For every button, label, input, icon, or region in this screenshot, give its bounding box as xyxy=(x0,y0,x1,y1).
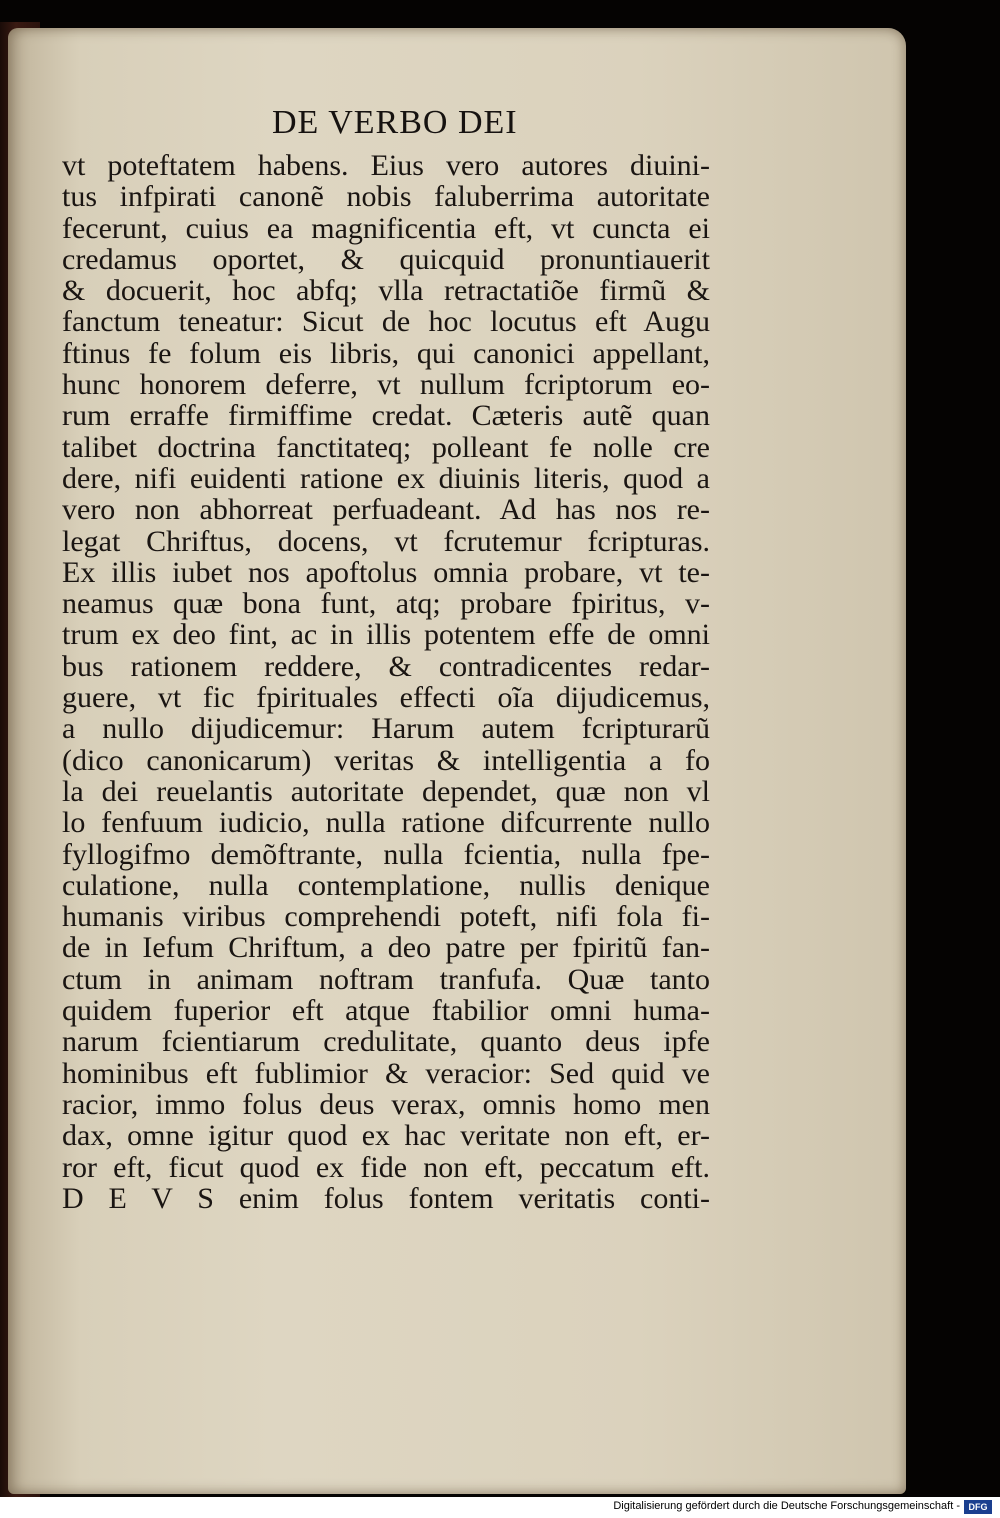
text-line: quidem fuperior eft atque ftabilior omni huma- xyxy=(62,994,710,1028)
text-line: Ex illis iubet nos apoftolus omnia probare, vt te- xyxy=(62,555,710,589)
text-line: vero non abhorreat perfuadeant. Ad has nos re- xyxy=(62,493,710,527)
text-line: (dico canonicarum) veritas & intelligentia a fo xyxy=(62,743,710,777)
text-line: guere, vt fic fpirituales effecti oĩa dijudicemus, xyxy=(62,681,710,715)
text-line: hunc honorem deferre, vt nullum fcriptorum eo- xyxy=(62,368,710,402)
text-line: ctum in animam noftram tranfufa. Quæ tanto xyxy=(62,962,710,996)
text-line: & docuerit, hoc abfq; vlla retractatiõe firmũ & xyxy=(62,274,710,308)
text-line: credamus oportet, & quicquid pronuntiauerit xyxy=(62,242,710,276)
text-line: ftinus fe folum eis libris, qui canonici appellant, xyxy=(62,336,710,370)
text-line: fyllogifmo demõftrante, nulla fcientia, nulla fpe- xyxy=(62,837,710,871)
text-line: a nullo dijudicemur: Harum autem fcripturarũ xyxy=(62,712,710,746)
text-line: dax, omne igitur quod ex hac veritate non eft, er- xyxy=(62,1119,710,1153)
text-line: vt poteftatem habens. Eius vero autores diuini- xyxy=(62,149,710,182)
text-line: rum erraffe firmiffime credat. Cæteris autẽ quan xyxy=(62,399,710,433)
text-line: D E V S enim folus fontem veritatis conti- xyxy=(62,1181,710,1215)
text-line: bus rationem reddere, & contradicentes redar- xyxy=(62,649,710,683)
text-line: talibet doctrina fanctitateq; polleant fe nolle cre xyxy=(62,430,710,464)
text-line: fanctum teneatur: Sicut de hoc locutus eft Augu xyxy=(62,305,710,339)
text-line: dere, nifi euidenti ratione ex diuinis literis, quod a xyxy=(62,461,710,495)
text-line: de in Iefum Chriftum, a deo patre per fpiritũ fan- xyxy=(62,931,710,965)
body-text xyxy=(62,150,710,1214)
text-line: fecerunt, cuius ea magnificentia eft, vt cuncta ei xyxy=(62,211,710,245)
footer-credit: Digitalisierung gefördert durch die Deutsche Forschungsgemeinschaft - xyxy=(613,1500,960,1512)
text-line: trum ex deo fint, ac in illis potentem effe de omni xyxy=(62,618,710,652)
text-line: hominibus eft fublimior & veracior: Sed quid ve xyxy=(62,1056,710,1090)
text-line: ror eft, ficut quod ex fide non eft, peccatum eft. xyxy=(62,1150,710,1184)
footer-bar xyxy=(0,1497,1000,1518)
text-line: lo fenfuum iudicio, nulla ratione difcurrente nullo xyxy=(62,806,710,840)
text-line: humanis viribus comprehendi poteft, nifi fola fi- xyxy=(62,900,710,934)
text-line: legat Chriftus, docens, vt fcrutemur fcripturas. xyxy=(62,524,710,558)
text-line: narum fcientiarum credulitate, quanto deus ipfe xyxy=(62,1025,710,1059)
page-header: DE VERBO DEI xyxy=(272,104,518,141)
text-line: racior, immo folus deus verax, omnis homo men xyxy=(62,1087,710,1121)
text-line: culatione, nulla contemplatione, nullis denique xyxy=(62,868,710,902)
text-line: la dei reuelantis autoritate dependet, quæ non vl xyxy=(62,774,710,808)
text-line: neamus quæ bona funt, atq; probare fpiritus, v- xyxy=(62,587,710,621)
dfg-logo-icon: DFG xyxy=(964,1500,992,1514)
text-line: tus infpirati canonẽ nobis faluberrima autoritate xyxy=(62,180,710,214)
